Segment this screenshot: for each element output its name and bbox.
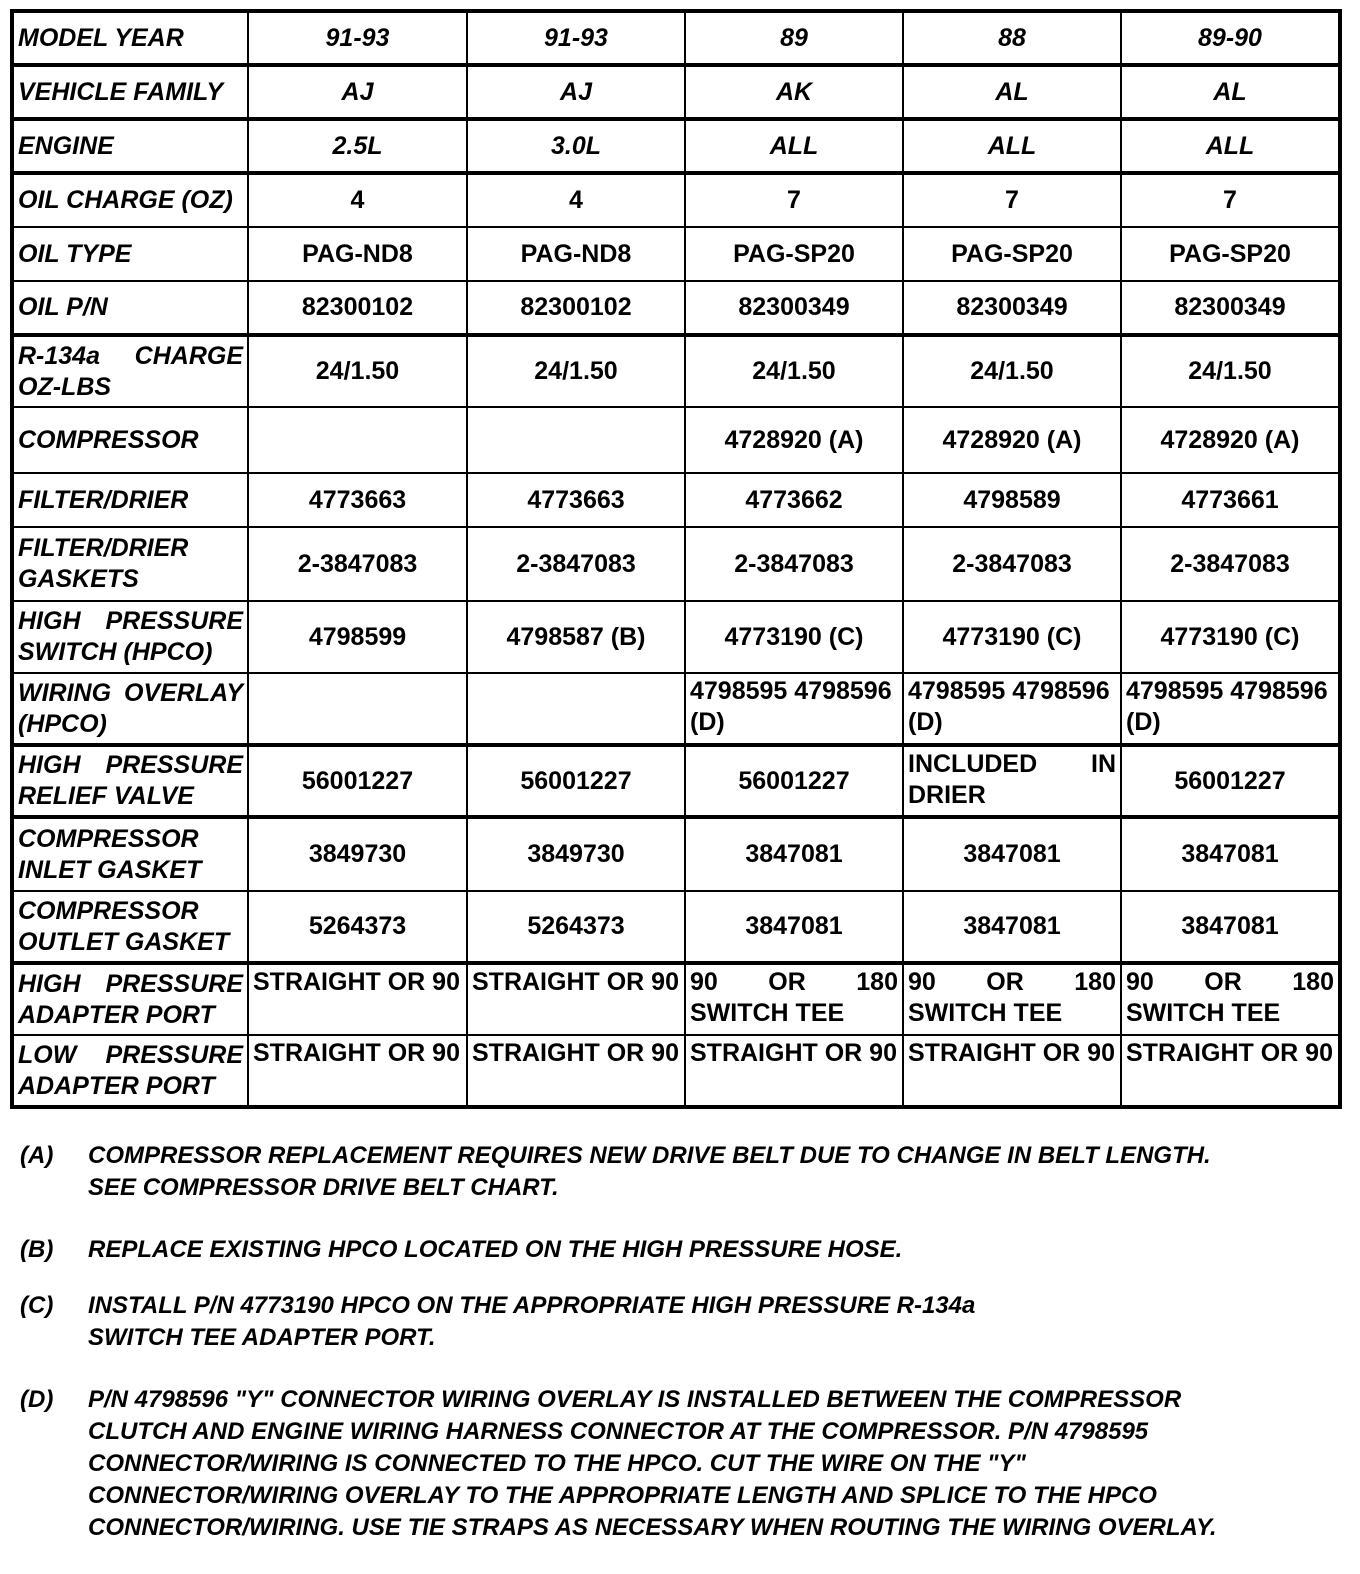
footnote-text: REPLACE EXISTING HPCO LOCATED ON THE HIGH PRESSURE HOSE. <box>88 1236 903 1263</box>
table-cell <box>248 673 467 745</box>
table-cell: 7 <box>903 173 1121 227</box>
table-row <box>12 65 1340 119</box>
table-cell: 3847081 <box>903 817 1121 891</box>
table-cell: 90 OR 180 SWITCH TEE <box>903 963 1121 1035</box>
table-row <box>12 527 1340 601</box>
table-row <box>12 745 1340 817</box>
table-cell: STRAIGHT OR 90 <box>685 1035 903 1107</box>
table-cell: PAG-ND8 <box>467 227 685 281</box>
table-cell: 4798595 4798596 (D) <box>1121 673 1340 745</box>
footnote <box>20 1234 1340 1266</box>
table-cell: PAG-SP20 <box>1121 227 1340 281</box>
table-cell: 4773661 <box>1121 473 1340 527</box>
table-cell: 90 OR 180 SWITCH TEE <box>685 963 903 1035</box>
table-cell: 82300349 <box>1121 281 1340 335</box>
table-row <box>12 227 1340 281</box>
table-cell: 4773663 <box>467 473 685 527</box>
table-cell: AL <box>1121 65 1340 119</box>
table-cell: 2-3847083 <box>1121 527 1340 601</box>
table-row <box>12 963 1340 1035</box>
row-label: R-134a CHARGE OZ-LBS <box>12 335 248 407</box>
footnote-key: (A) <box>20 1142 54 1169</box>
table-cell: 4 <box>248 173 467 227</box>
table-cell: AL <box>903 65 1121 119</box>
table-cell: 3849730 <box>248 817 467 891</box>
table-cell: 4728920 (A) <box>1121 407 1340 473</box>
row-label: LOW PRESSURE ADAPTER PORT <box>12 1035 248 1107</box>
table-cell: 2-3847083 <box>467 527 685 601</box>
table-cell: STRAIGHT OR 90 <box>903 1035 1121 1107</box>
row-label: ENGINE <box>12 119 248 173</box>
footnote-text: P/N 4798596 "Y" CONNECTOR WIRING OVERLAY IS INSTALLED BETWEEN THE COMPRESSOR CLUTCH AND ENGINE WIRING HARNESS CONNECTOR AT THE COMPRESSOR. P/N 4798595 CONNECTOR/WIRING IS CONNECTED TO THE HPCO. CUT THE WIRE ON THE "Y" CONNECTOR/WIRING OVERLAY TO THE APPROPRIATE LENGTH AND SPLICE TO THE HPCO CONNECTOR/WIRING. USE TIE STRAPS AS NECESSARY WHEN ROUTING THE WIRING OVERLAY. <box>88 1386 1217 1541</box>
footnotes <box>20 1140 1340 1574</box>
footnote-key: (C) <box>20 1292 54 1319</box>
table-cell: 56001227 <box>467 745 685 817</box>
table-cell: 3847081 <box>1121 891 1340 963</box>
table-cell: 56001227 <box>1121 745 1340 817</box>
table-cell: 24/1.50 <box>685 335 903 407</box>
table-header-row <box>12 11 1340 65</box>
table-row <box>12 335 1340 407</box>
footnote-key: (B) <box>20 1236 54 1263</box>
table-cell: PAG-ND8 <box>248 227 467 281</box>
table-cell: PAG-SP20 <box>685 227 903 281</box>
table-cell: 4773662 <box>685 473 903 527</box>
table-cell: 3847081 <box>903 891 1121 963</box>
table-cell: ALL <box>903 119 1121 173</box>
footnote <box>20 1290 1340 1354</box>
table-cell: 24/1.50 <box>248 335 467 407</box>
row-label: OIL TYPE <box>12 227 248 281</box>
table-row <box>12 119 1340 173</box>
row-label: COMPRESSOR INLET GASKET <box>12 817 248 891</box>
row-label: HIGH PRESSURE ADAPTER PORT <box>12 963 248 1035</box>
table-cell: 7 <box>1121 173 1340 227</box>
table-cell <box>467 407 685 473</box>
footnote-text: COMPRESSOR REPLACEMENT REQUIRES NEW DRIVE BELT DUE TO CHANGE IN BELT LENGTH. SEE COMPRESSOR DRIVE BELT CHART. <box>88 1142 1211 1201</box>
table-cell: ALL <box>685 119 903 173</box>
column-header: 88 <box>903 11 1121 65</box>
table-row <box>12 601 1340 673</box>
row-label: HIGH PRESSURE SWITCH (HPCO) <box>12 601 248 673</box>
table-cell: 24/1.50 <box>467 335 685 407</box>
table-cell: 4728920 (A) <box>903 407 1121 473</box>
row-label: FILTER/DRIER <box>12 473 248 527</box>
table-cell: STRAIGHT OR 90 <box>248 963 467 1035</box>
column-header: 91-93 <box>467 11 685 65</box>
column-header: 89 <box>685 11 903 65</box>
row-label: COMPRESSOR <box>12 407 248 473</box>
table-cell: 4773190 (C) <box>1121 601 1340 673</box>
table-cell: 90 OR 180 SWITCH TEE <box>1121 963 1340 1035</box>
row-label: WIRING OVERLAY (HPCO) <box>12 673 248 745</box>
table-cell: STRAIGHT OR 90 <box>467 1035 685 1107</box>
table-cell: STRAIGHT OR 90 <box>1121 1035 1340 1107</box>
table-cell: 82300349 <box>903 281 1121 335</box>
table-cell: 4773190 (C) <box>903 601 1121 673</box>
footnote-text: INSTALL P/N 4773190 HPCO ON THE APPROPRIATE HIGH PRESSURE R-134a SWITCH TEE ADAPTER PORT. <box>88 1292 976 1351</box>
footnote-key: (D) <box>20 1386 54 1413</box>
table-cell: 2.5L <box>248 119 467 173</box>
table-cell <box>467 673 685 745</box>
table-cell: 3847081 <box>1121 817 1340 891</box>
table-cell: 7 <box>685 173 903 227</box>
table-cell: 3.0L <box>467 119 685 173</box>
row-label: OIL P/N <box>12 281 248 335</box>
table-cell: 3847081 <box>685 891 903 963</box>
spec-table <box>10 9 1342 1109</box>
table-cell: 3847081 <box>685 817 903 891</box>
column-header: 91-93 <box>248 11 467 65</box>
table-cell: 2-3847083 <box>248 527 467 601</box>
table-cell: AJ <box>248 65 467 119</box>
table-cell: 2-3847083 <box>685 527 903 601</box>
table-cell: 82300102 <box>248 281 467 335</box>
table-row <box>12 281 1340 335</box>
table-cell: 5264373 <box>248 891 467 963</box>
table-cell: 3849730 <box>467 817 685 891</box>
table-cell: 4798595 4798596 (D) <box>903 673 1121 745</box>
table-row <box>12 1035 1340 1107</box>
row-label: FILTER/DRIER GASKETS <box>12 527 248 601</box>
table-cell: 4798589 <box>903 473 1121 527</box>
row-label: HIGH PRESSURE RELIEF VALVE <box>12 745 248 817</box>
table-cell: 4773190 (C) <box>685 601 903 673</box>
table-cell: INCLUDED IN DRIER <box>903 745 1121 817</box>
row-label: VEHICLE FAMILY <box>12 65 248 119</box>
column-header: 89-90 <box>1121 11 1340 65</box>
footnote <box>20 1384 1340 1544</box>
table-cell: 4798599 <box>248 601 467 673</box>
table-cell: 56001227 <box>248 745 467 817</box>
table-cell: AJ <box>467 65 685 119</box>
table-cell: 5264373 <box>467 891 685 963</box>
table-cell: 4 <box>467 173 685 227</box>
row-label: OIL CHARGE (OZ) <box>12 173 248 227</box>
table-cell: 24/1.50 <box>903 335 1121 407</box>
table-row <box>12 817 1340 891</box>
table-cell: 4798595 4798596 (D) <box>685 673 903 745</box>
table-cell: STRAIGHT OR 90 <box>467 963 685 1035</box>
table-cell: 82300349 <box>685 281 903 335</box>
table-cell: STRAIGHT OR 90 <box>248 1035 467 1107</box>
table-row <box>12 891 1340 963</box>
header-label: MODEL YEAR <box>12 11 248 65</box>
table-row <box>12 173 1340 227</box>
table-cell <box>248 407 467 473</box>
table-cell: 24/1.50 <box>1121 335 1340 407</box>
table-cell: 4728920 (A) <box>685 407 903 473</box>
table-cell: 4773663 <box>248 473 467 527</box>
table-row <box>12 407 1340 473</box>
table-cell: PAG-SP20 <box>903 227 1121 281</box>
footnote <box>20 1140 1340 1204</box>
table-cell: ALL <box>1121 119 1340 173</box>
table-cell: 56001227 <box>685 745 903 817</box>
table-cell: 2-3847083 <box>903 527 1121 601</box>
table-cell: AK <box>685 65 903 119</box>
table-cell: 82300102 <box>467 281 685 335</box>
table-row <box>12 473 1340 527</box>
table-cell: 4798587 (B) <box>467 601 685 673</box>
table-row <box>12 673 1340 745</box>
row-label: COMPRESSOR OUTLET GASKET <box>12 891 248 963</box>
